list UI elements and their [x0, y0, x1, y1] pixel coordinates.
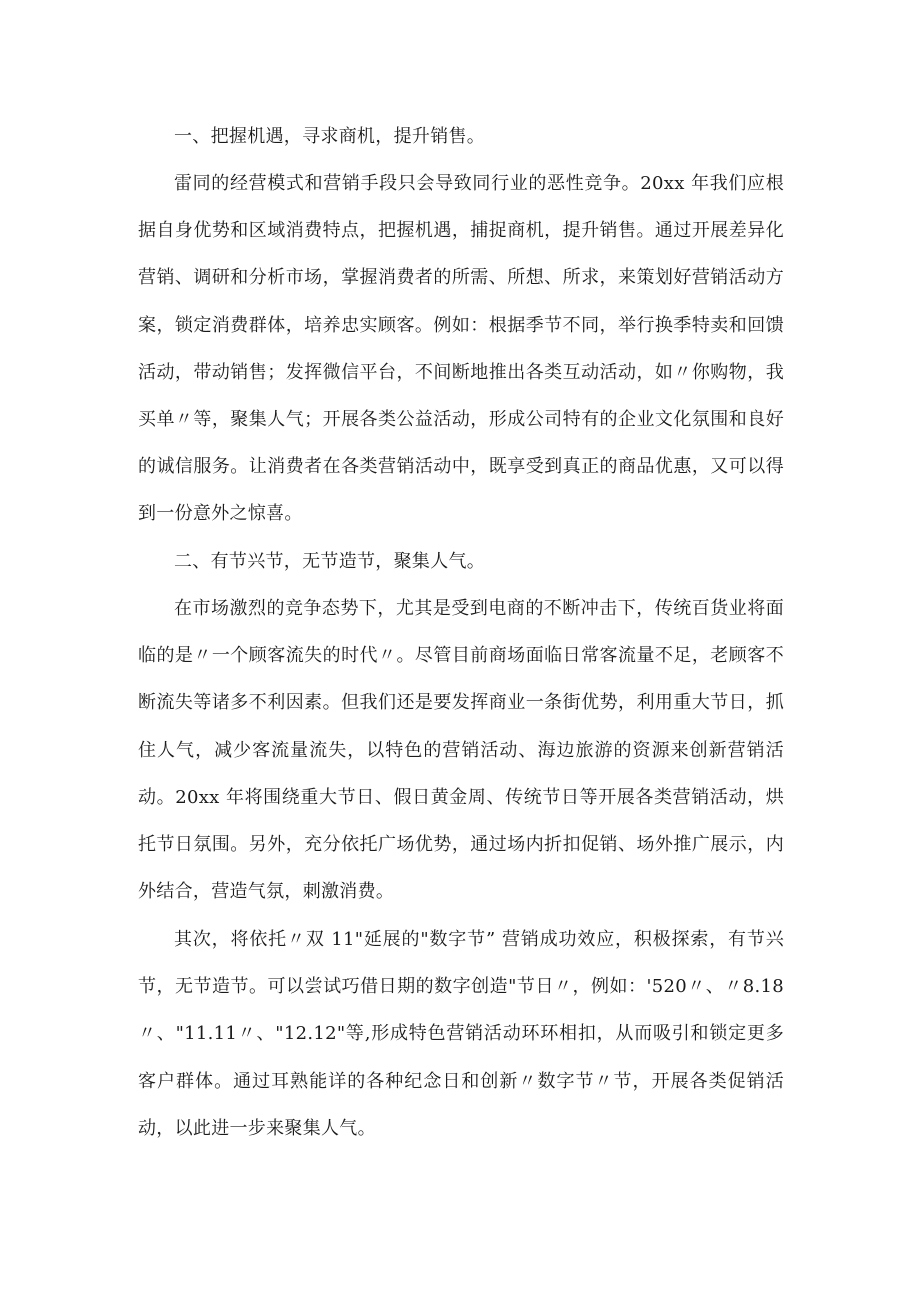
paragraph-2: 在市场激烈的竞争态势下，尤其是受到电商的不断冲击下，传统百货业将面临的是〃一个顾客流失的时代〃。尽管目前商场面临日常客流量不足，老顾客不断流失等诸多不利因素。但我们还是要发挥商业一条街优势，利用重大节日，抓住人气，减少客流量流失，以特色的营销活动、海边旅游的资源来创新营销活动。20xx 年将围绕重大节日、假日黄金周、传统节日等开展各类营销活动，烘托节日氛围。另外，充分依托广场优势，通过场内折扣促销、场外推广展示，内外结合，营造气氛，刺激消费。	[138, 598, 784, 903]
paragraph-1: 雷同的经营模式和营销手段只会导致同行业的恶性竞争。20xx 年我们应根据自身优势和区域消费特点，把握机遇，捕捉商机，提升销售。通过开展差异化营销、调研和分析市场，掌握消费者的所需、所想、所求，来策划好营销活动方案，锁定消费群体，培养忠实顾客。例如：根据季节不同，举行换季特卖和回馈活动，带动销售；发挥微信平台，不间断地推出各类互动活动，如〃你购物，我买单〃等，聚集人气；开展各类公益活动，形成公司特有的企业文化氛围和良好的诚信服务。让消费者在各类营销活动中，既享受到真正的商品优惠，又可以得到一份意外之惊喜。	[138, 173, 784, 525]
section-heading-2: 二、有节兴节，无节造节，聚集人气。	[174, 551, 486, 572]
section-heading-1: 一、把握机遇，寻求商机，提升销售。	[174, 126, 486, 147]
paragraph-3: 其次，将依托〃双 11"延展的"数字节” 营销成功效应，积极探索，有节兴节，无节造节。可以尝试巧借日期的数字创造"节日〃，例如：'520〃、〃8.18〃、"11.11〃、"12.12"等,形成特色营销活动环环相扣，从而吸引和锁定更多客户群体。通过耳熟能详的各种纪念日和创新〃数字节〃节，开展各类促销活动，以此进一步来聚集人气。	[138, 929, 784, 1139]
